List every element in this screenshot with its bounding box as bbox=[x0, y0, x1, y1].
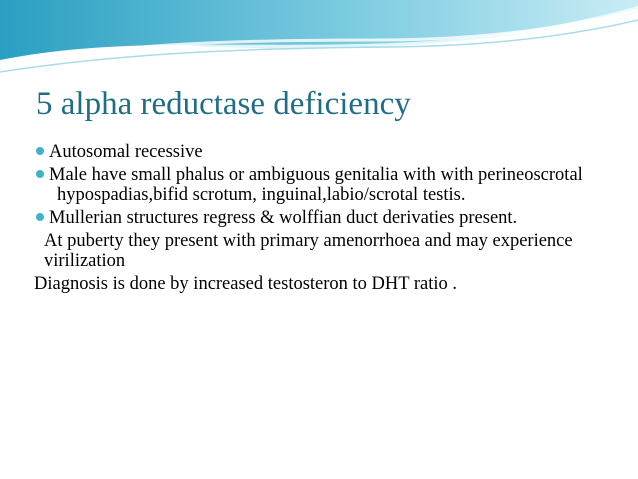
slide-content bbox=[36, 142, 616, 294]
bullet-text: Autosomal recessive bbox=[49, 142, 203, 162]
continuation-paragraph: At puberty they present with primary amenorrhoea and may experience virilization bbox=[44, 231, 573, 271]
bullet-dot-icon bbox=[36, 213, 44, 221]
bullet-item-1 bbox=[36, 142, 616, 162]
wave-header-decoration bbox=[0, 0, 638, 75]
diagnosis-paragraph: Diagnosis is done by increased testosteron to DHT ratio . bbox=[34, 274, 458, 294]
bullet-dot-icon bbox=[36, 147, 44, 155]
bullet-item-2 bbox=[36, 165, 616, 205]
bullet-text: Mullerian structures regress & wolffian duct derivaties present. bbox=[49, 208, 518, 228]
slide-title: 5 alpha reductase deficiency bbox=[36, 86, 411, 122]
bullet-dot-icon bbox=[36, 170, 44, 178]
bullet-text: Male have small phalus or ambiguous genitalia with with perineoscrotal hypospadias,bifid scrotum, inguinal,labio/scrotal testis. bbox=[49, 165, 583, 205]
bullet-item-3 bbox=[36, 208, 616, 228]
